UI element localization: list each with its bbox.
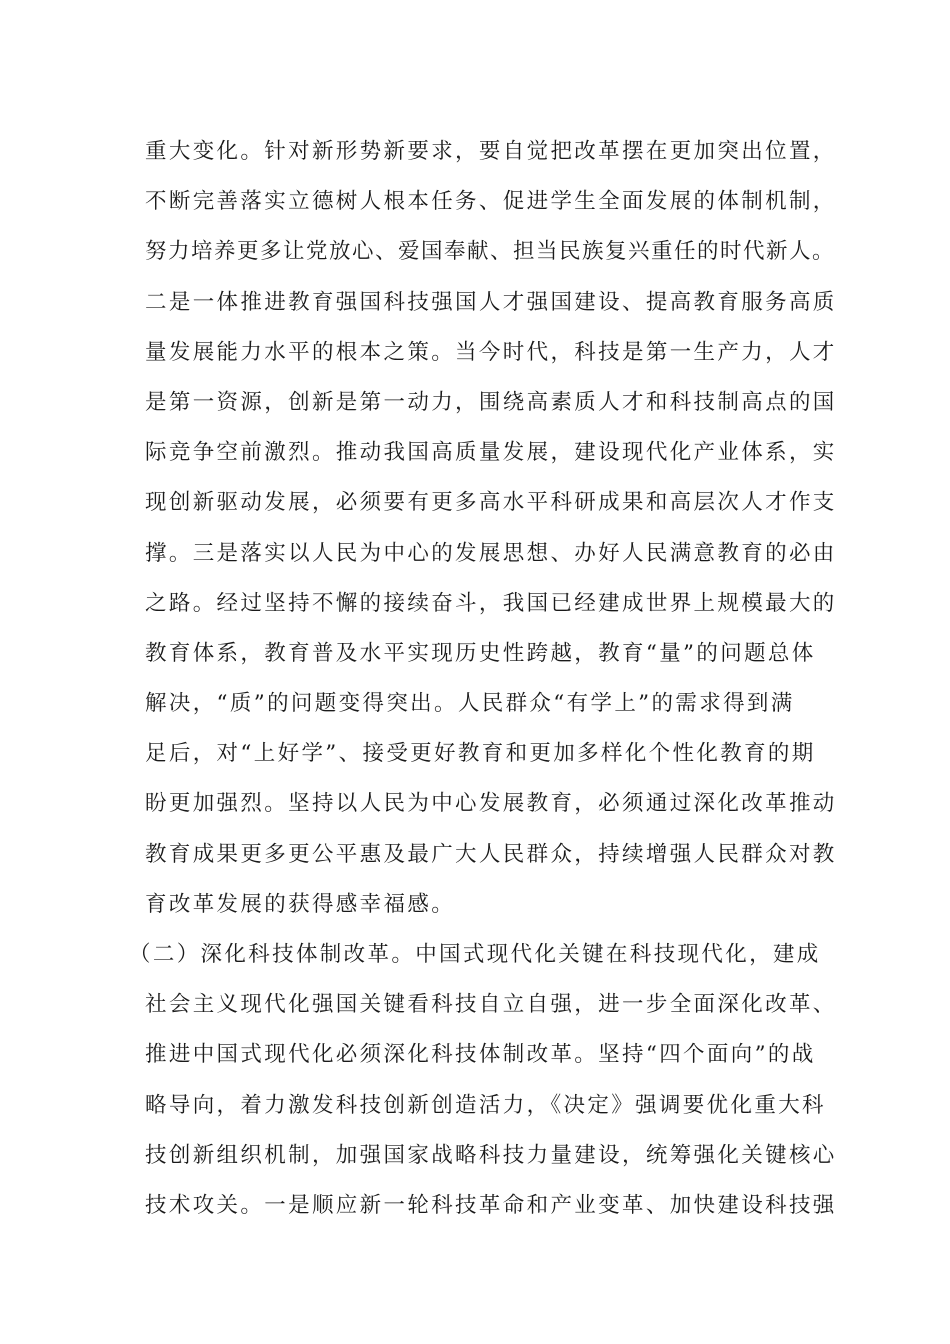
body-text <box>129 127 837 1231</box>
text-line: 现创新驱动发展，必须要有更多高水平科研成果和高层次人才作支 <box>145 490 837 516</box>
text-line: 撑。三是落实以人民为中心的发展思想、办好人民满意教育的必由 <box>145 540 837 566</box>
text-line: 推进中国式现代化必须深化科技体制改革。坚持“四个面向”的战 <box>145 1042 816 1068</box>
text-line: 重大变化。针对新形势新要求，要自觉把改革摆在更加突出位置， <box>145 139 837 164</box>
text-line: 教育成果更多更公平惠及最广大人民群众，持续增强人民群众对教 <box>145 841 837 867</box>
text-line: 不断完善落实立德树人根本任务、促进学生全面发展的体制机制， <box>145 189 837 215</box>
text-line: 盼更加强烈。坚持以人民为中心发展教育，必须通过深化改革推动 <box>145 791 837 817</box>
text-line: 社会主义现代化强国关键看科技自立自强，进一步全面深化改革、 <box>145 992 837 1018</box>
text-line: 是第一资源，创新是第一动力，围绕高素质人才和科技制高点的国 <box>145 389 837 415</box>
text-line: 育改革发展的获得感幸福感。 <box>145 891 456 917</box>
text-line: 努力培养更多让党放心、爱国奉献、担当民族复兴重任的时代新人。 <box>145 239 836 265</box>
text-line: 解决，“质”的问题变得突出。人民群众“有学上”的需求得到满 <box>145 691 795 717</box>
text-line: 际竞争空前激烈。推动我国高质量发展，建设现代化产业体系，实 <box>145 440 837 466</box>
section-heading-line: （二）深化科技体制改革。中国式现代化关键在科技现代化，建成 <box>129 942 821 967</box>
text-line: 足后，对“上好学”、接受更好教育和更加多样化个性化教育的期 <box>145 741 816 767</box>
text-line: 略导向，着力激发科技创新创造活力，《决定》强调要优化重大科 <box>145 1092 826 1118</box>
text-line: 量发展能力水平的根本之策。当今时代，科技是第一生产力，人才 <box>145 339 837 365</box>
text-line: 技术攻关。一是顺应新一轮科技革命和产业变革、加快建设科技强 <box>145 1192 837 1218</box>
text-line: 二是一体推进教育强国科技强国人才强国建设、提高教育服务高质 <box>145 289 837 315</box>
text-line: 技创新组织机制，加强国家战略科技力量建设，统筹强化关键核心 <box>145 1142 837 1168</box>
text-line: 教育体系，教育普及水平实现历史性跨越，教育“量”的问题总体 <box>145 640 816 666</box>
text-line: 之路。经过坚持不懈的接续奋斗，我国已经建成世界上规模最大的 <box>145 590 837 616</box>
